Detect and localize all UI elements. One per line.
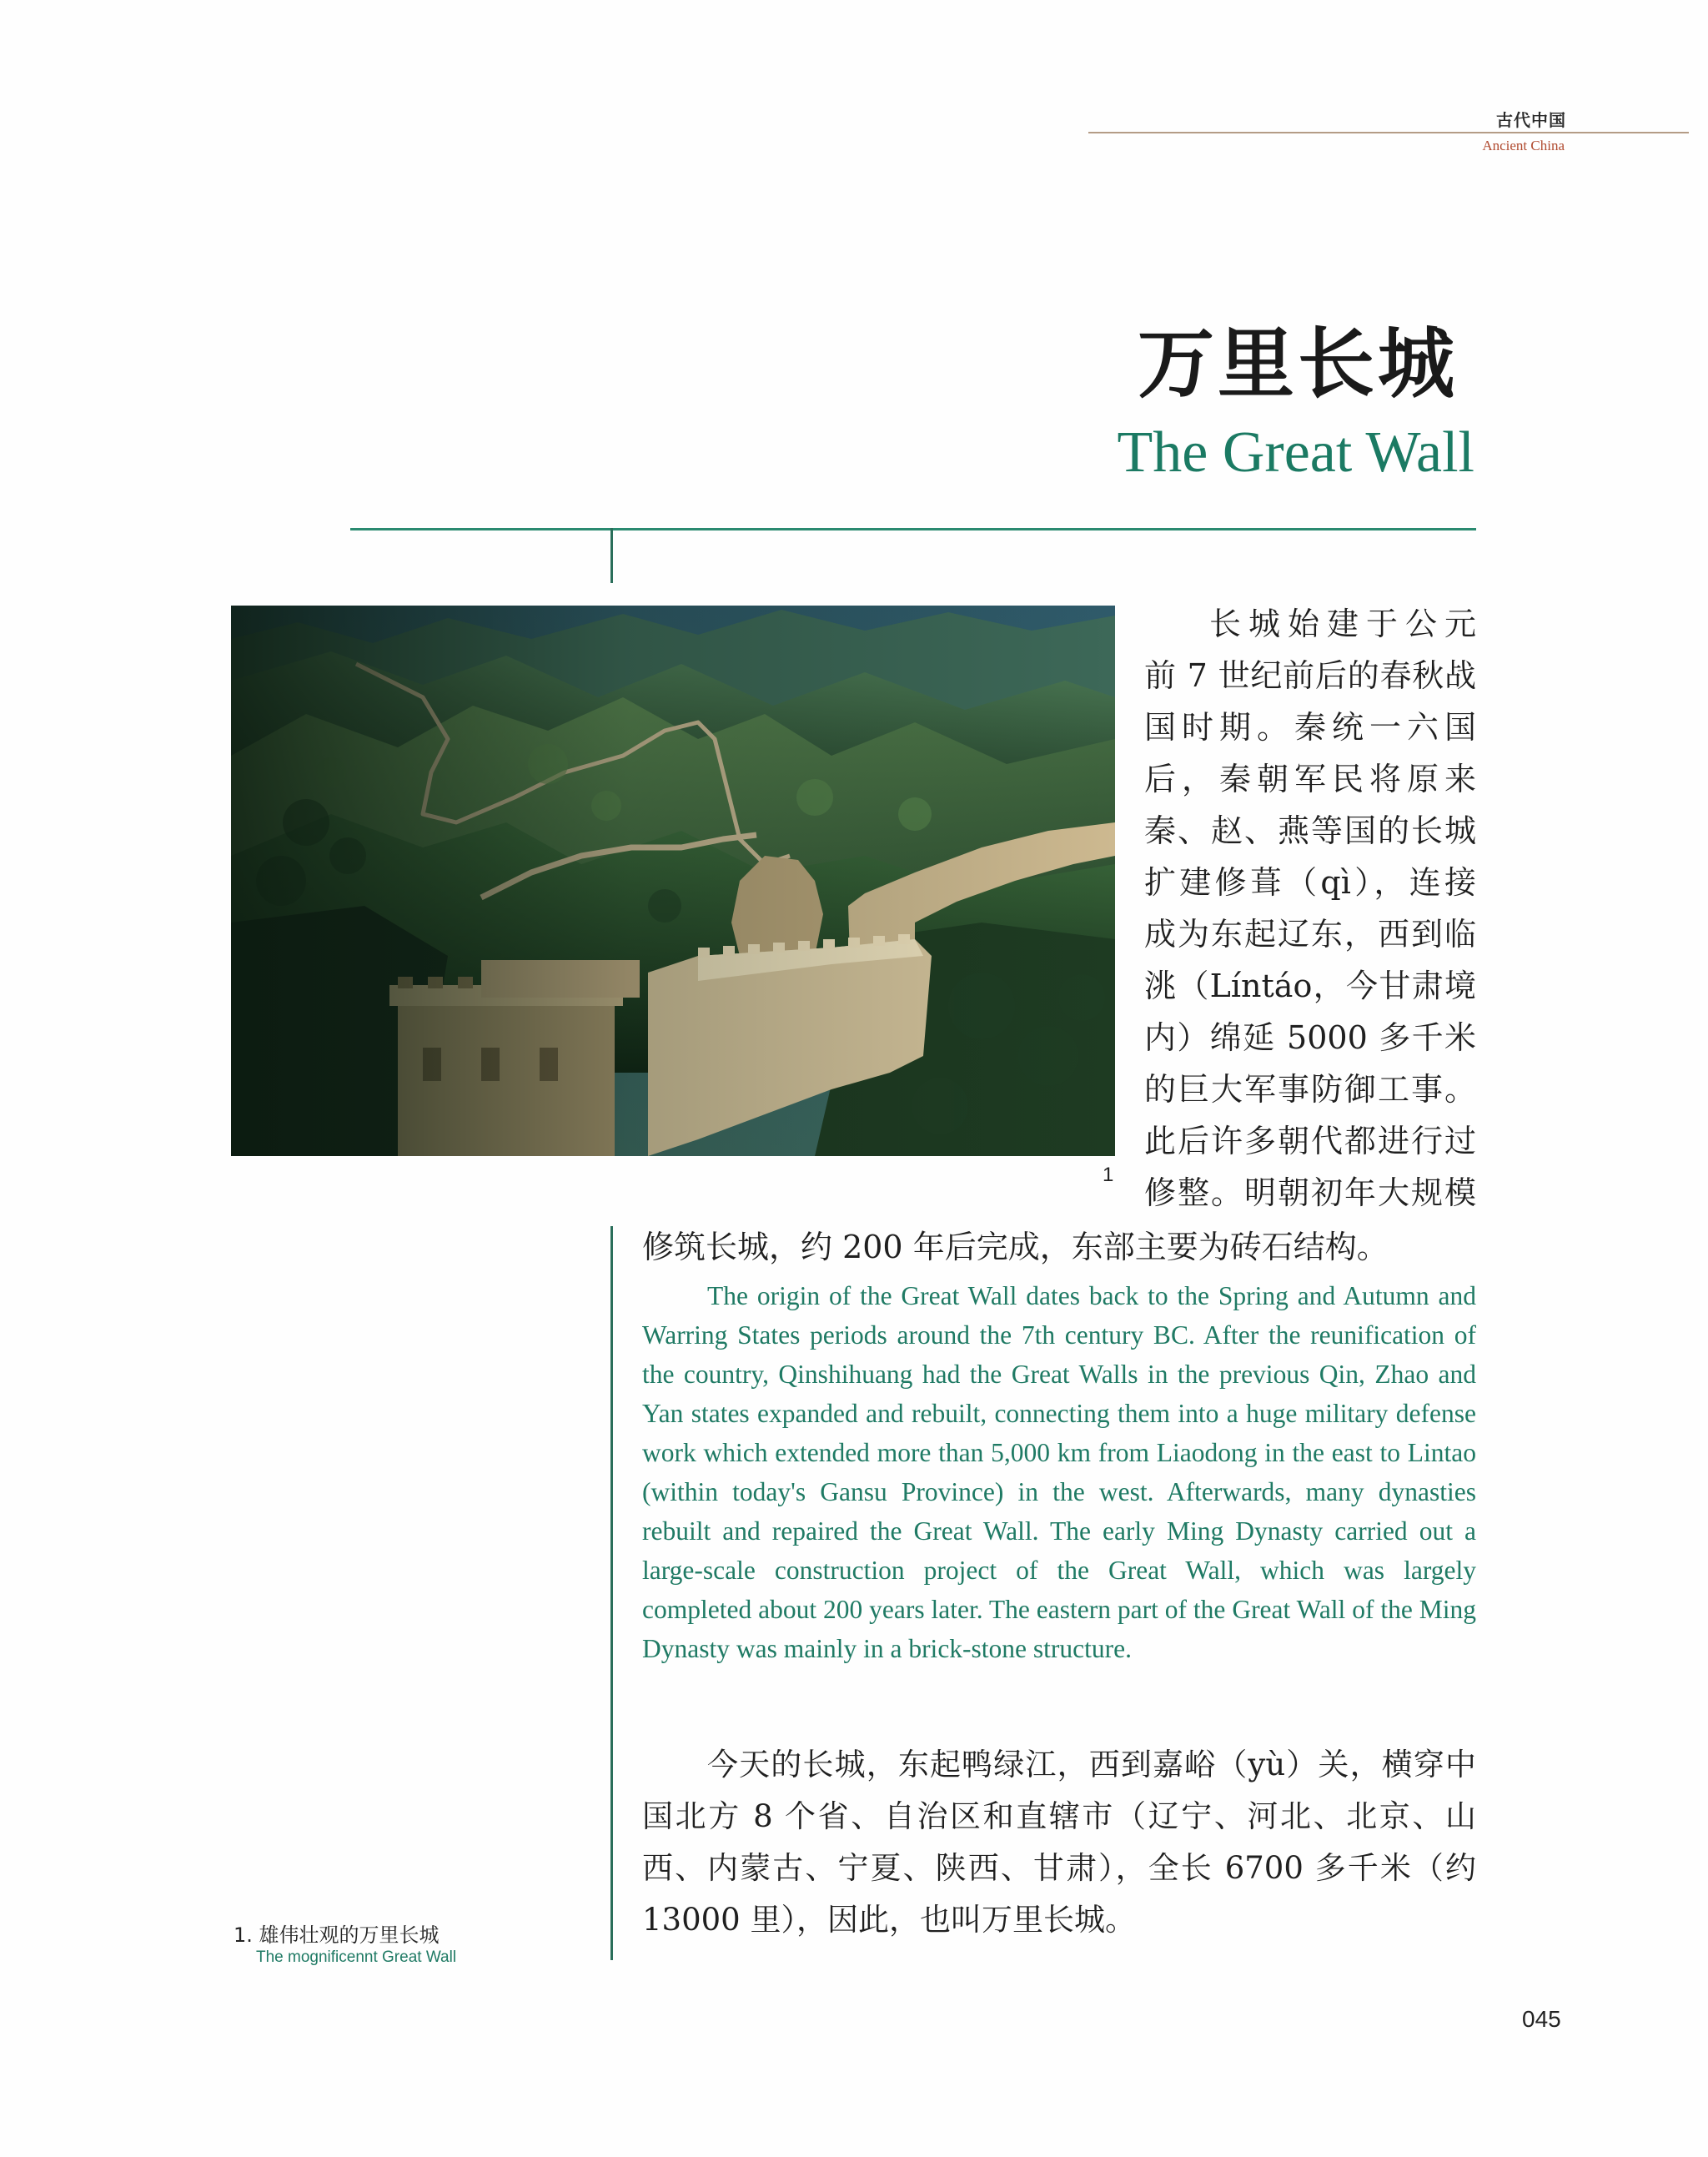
cn-paragraph-1-continued: 修筑长城，约 200 年后完成，东部主要为砖石结构。 xyxy=(642,1229,1389,1265)
figure-caption-en: The mognificennt Great Wall xyxy=(256,1948,457,1966)
cn-line: 洮（Líntáo，今甘肃境 xyxy=(1144,968,1476,1004)
page-title-cn: 万里长城 xyxy=(1137,319,1458,409)
cn-paragraph-1 xyxy=(1144,598,1476,1219)
vertical-tick-top xyxy=(610,528,613,583)
page-title-en: The Great Wall xyxy=(1117,420,1474,485)
vertical-rule-left xyxy=(610,1226,613,1960)
cn-line: 修整。明朝初年大规模 xyxy=(1144,1174,1476,1211)
cn-line: 国时期。秦统一六国 xyxy=(1144,709,1476,746)
cn-line: 此后许多朝代都进行过 xyxy=(1144,1123,1476,1159)
cn-paragraph-2: 今天的长城，东起鸭绿江，西到嘉峪（yù）关，横穿中国北方 8 个省、自治区和直辖市（辽宁、河北、北京、山西、内蒙古、宁夏、陕西、甘肃），全长 6700 多千米（约 13000 里），因此，也叫万里长城。 xyxy=(642,1747,1476,1938)
cn-line: 秦、赵、燕等国的长城 xyxy=(1144,812,1476,849)
section-title-en: Ancient China xyxy=(1482,138,1565,153)
cn-line: 扩建修葺（qì），连接 xyxy=(1144,864,1476,901)
en-paragraph: The origin of the Great Wall dates back to the Spring and Autumn and Warring States periods around the 7th century BC. After the reunification of the country, Qinshihuang had the Great Walls in the previous Qin, Zhao and Yan states expanded and rebuilt, connecting them into a huge military defense work which extended more than 5,000 km from Liaodong in the east to Lintao (within today's Gansu Province) in the west. Afterwards, many dynasties rebuilt and repaired the Great Wall. The early Ming Dynasty carried out a large-scale construction project of the Great Wall, which was largely completed about 200 years later. The eastern part of the Great Wall of the Ming Dynasty was mainly in a brick-stone structure. xyxy=(642,1281,1476,1663)
figure-number: 1 xyxy=(1103,1164,1114,1186)
cn-line: 成为东起辽东，西到临 xyxy=(1144,916,1476,953)
great-wall-photo xyxy=(231,606,1115,1156)
section-title-cn: 古代中国 xyxy=(1496,110,1566,130)
cn-line: 后，秦朝军民将原来 xyxy=(1144,761,1476,797)
title-divider xyxy=(350,528,1476,530)
page-number: 045 xyxy=(1522,2006,1561,2032)
cn-line: 内）绵延 5000 多千米 xyxy=(1144,1019,1476,1056)
cn-line: 前 7 世纪前后的春秋战 xyxy=(1144,657,1476,694)
figure-caption-cn: 1. 雄伟壮观的万里长城 xyxy=(234,1923,440,1947)
cn-line: 的巨大军事防御工事。 xyxy=(1144,1071,1476,1108)
cn-line: 长城始建于公元 xyxy=(1209,606,1476,642)
header-rule xyxy=(1088,132,1689,133)
